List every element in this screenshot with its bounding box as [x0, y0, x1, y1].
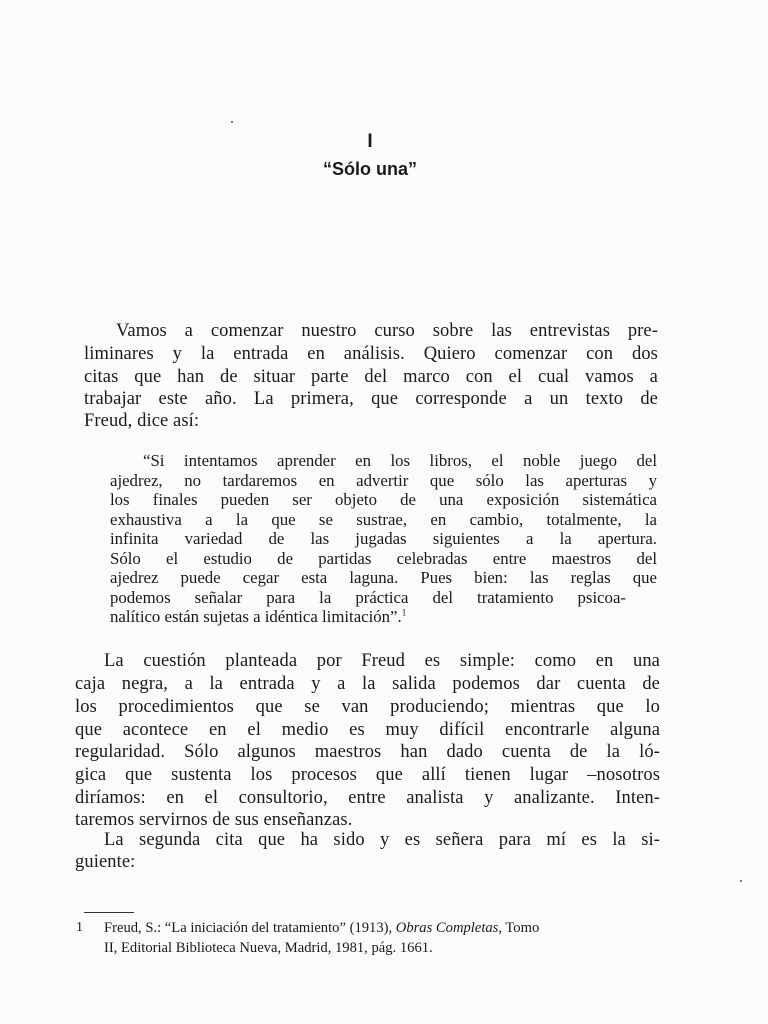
- text-line: guiente:: [75, 852, 136, 872]
- footnote-volume: , Tomo: [498, 920, 540, 936]
- chapter-number: I: [367, 131, 373, 152]
- quote-line-text: nalítico están sujetas a idéntica limitación”.: [110, 607, 402, 626]
- text-line: trabajar este año. La primera, que corresponde a un texto de: [84, 389, 658, 409]
- quote-line: ajedrez puede cegar esta laguna. Pues bien: las reglas que: [110, 568, 657, 587]
- text-line: La segunda cita que ha sido y es señera para mí es la si-: [104, 830, 660, 850]
- quote-line: ajedrez, no tardaremos en advertir que sólo las aperturas y: [110, 471, 657, 490]
- text-line: Vamos a comenzar nuestro curso sobre las entrevistas pre-: [116, 321, 658, 341]
- quote-line: exhaustiva a la que se sustrae, en cambio, totalmente, la: [110, 510, 657, 529]
- text-line: regularidad. Sólo algunos maestros han dado cuenta de la ló-: [75, 742, 660, 762]
- text-line: citas que han de situar parte del marco con el cual vamos a: [84, 367, 658, 387]
- text-line: que acontece en el medio es muy difícil encontrarle alguna: [75, 720, 660, 740]
- text-line: La cuestión planteada por Freud es simple: como en una: [104, 651, 660, 671]
- text-line: caja negra, a la entrada y a la salida podemos dar cuenta de: [75, 674, 660, 694]
- footnote-line-2: II, Editorial Biblioteca Nueva, Madrid, 1981, pág. 1661.: [104, 940, 433, 956]
- footnote-number: 1: [76, 920, 83, 935]
- quote-line: infinita variedad de las jugadas siguientes a la apertura.: [110, 529, 657, 548]
- footnote-reference: 1: [401, 607, 407, 618]
- text-line: gica que sustenta los procesos que allí tienen lugar –nosotros: [75, 765, 660, 785]
- text-line: taremos servirnos de sus enseñanzas.: [75, 810, 353, 830]
- text-line: liminares y la entrada en análisis. Quiero comenzar con dos: [84, 344, 658, 364]
- scan-speck: [231, 121, 233, 123]
- text-line: diríamos: en el consultorio, entre analista y analizante. Inten-: [75, 788, 660, 808]
- footnote-citation: Freud, S.: “La iniciación del tratamiento” (1913),: [104, 920, 396, 936]
- quote-line: podemos señalar para la práctica del tratamiento psicoa-: [110, 588, 626, 607]
- footnote-line-1: [104, 920, 539, 937]
- footnote-book-title: Obras Completas: [395, 920, 499, 936]
- text-line: Freud, dice así:: [84, 411, 200, 431]
- chapter-title: “Sólo una”: [323, 159, 417, 179]
- quote-line-last: [110, 607, 406, 627]
- footnote-separator: [84, 912, 134, 913]
- scan-speck: [740, 880, 742, 882]
- quote-line: Sólo el estudio de partidas celebradas entre maestros del: [110, 549, 657, 568]
- quote-line: “Si intentamos aprender en los libros, el noble juego del: [143, 451, 657, 470]
- quote-line: los finales pueden ser objeto de una exposición sistemática: [110, 490, 657, 509]
- text-line: los procedimientos que se van produciendo; mientras que lo: [75, 697, 660, 717]
